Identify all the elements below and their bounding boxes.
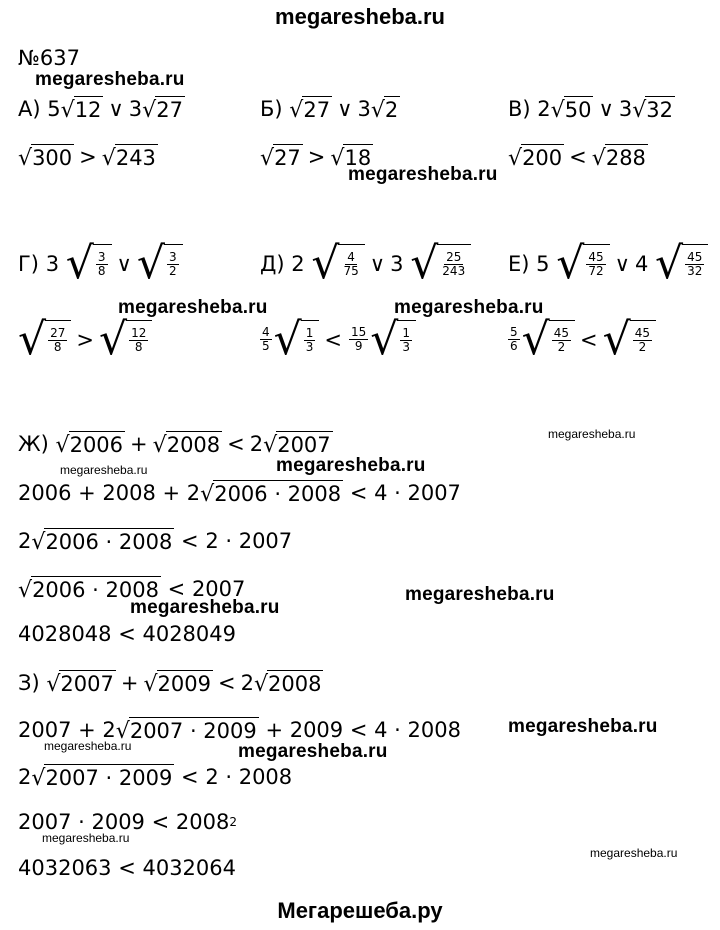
item-b-result: √ 27 > √ 18 <box>260 145 372 171</box>
watermark: megaresheba.ru <box>508 716 658 737</box>
watermark: megaresheba.ru <box>44 739 132 753</box>
problem-number: №637 <box>18 46 80 70</box>
item-z-line3: 2 √ 2007 · 2009 < 2 · 2008 <box>18 765 293 791</box>
watermark: megaresheba.ru <box>590 846 678 860</box>
item-v-comparison: В) 2 √ 50 ∨ 3 √ 32 <box>508 97 674 123</box>
watermark: megaresheba.ru <box>348 164 498 185</box>
item-e-comparison: Е) 5 √ $\frac{45}{72}$ ∨ 4 √ $\frac{45}{32}$ <box>508 244 708 284</box>
item-v-result: √ 200 < √ 288 <box>508 145 646 171</box>
site-header[interactable]: megaresheba.ru <box>275 4 445 29</box>
watermark: megaresheba.ru <box>238 741 388 762</box>
watermark: megaresheba.ru <box>405 584 555 605</box>
item-z-line2: 2007 + 2 √ 2007 · 2009 + 2009 < 4 · 2008 <box>18 718 461 744</box>
watermark: megaresheba.ru <box>118 297 268 318</box>
item-d-comparison: Д) 2 √ $\frac{4}{75}$ ∨ 3 √ $\frac{25}{243}$ <box>260 244 471 284</box>
item-z-line5: 4032063 < 4032064 <box>18 856 236 880</box>
watermark: megaresheba.ru <box>548 427 636 441</box>
watermark: megaresheba.ru <box>60 463 148 477</box>
site-footer[interactable]: Мегарешеба.ру <box>277 898 443 923</box>
watermark: megaresheba.ru <box>42 831 130 845</box>
item-a-result: √ 300 > √ 243 <box>18 145 156 171</box>
item-zh-line5: 4028048 < 4028049 <box>18 622 236 646</box>
item-e-result: $\frac{5}{6}$ √ $\frac{45}{2}$ < √ $\frac{45}{2}$ <box>506 320 656 360</box>
item-g-result: √ $\frac{27}{8}$ > √ $\frac{12}{8}$ <box>18 320 152 360</box>
item-zh-line1: Ж) √ 2006 + √ 2008 < 2 √ 2007 <box>18 432 331 458</box>
item-a-comparison: А) 5 √ 12 ∨ 3 √ 27 <box>18 97 183 123</box>
item-zh-line4: √ 2006 · 2008 < 2007 <box>18 577 246 603</box>
watermark: megaresheba.ru <box>276 455 426 476</box>
item-zh-line2: 2006 + 2008 + 2 √ 2006 · 2008 < 4 · 2007 <box>18 481 461 507</box>
watermark: megaresheba.ru <box>394 297 544 318</box>
watermark: megaresheba.ru <box>130 597 280 618</box>
item-zh-line3: 2 √ 2006 · 2008 < 2 · 2007 <box>18 529 293 555</box>
watermark: megaresheba.ru <box>35 69 185 90</box>
item-z-line1: З) √ 2007 + √ 2009 < 2 √ 2008 <box>18 671 322 697</box>
item-z-line4: 2007 · 2009 < 2008 2 <box>18 810 237 834</box>
item-b-comparison: Б) √ 27 ∨ 3 √ 2 <box>260 97 399 123</box>
item-d-result: $\frac{4}{5}$ √ $\frac{1}{3}$ < $\frac{15}{9}$ √ $\frac{1}{3}$ <box>258 320 416 360</box>
item-g-comparison: Г) 3 √ $\frac{3}{8}$ ∨ √ $\frac{3}{2}$ <box>18 244 183 284</box>
